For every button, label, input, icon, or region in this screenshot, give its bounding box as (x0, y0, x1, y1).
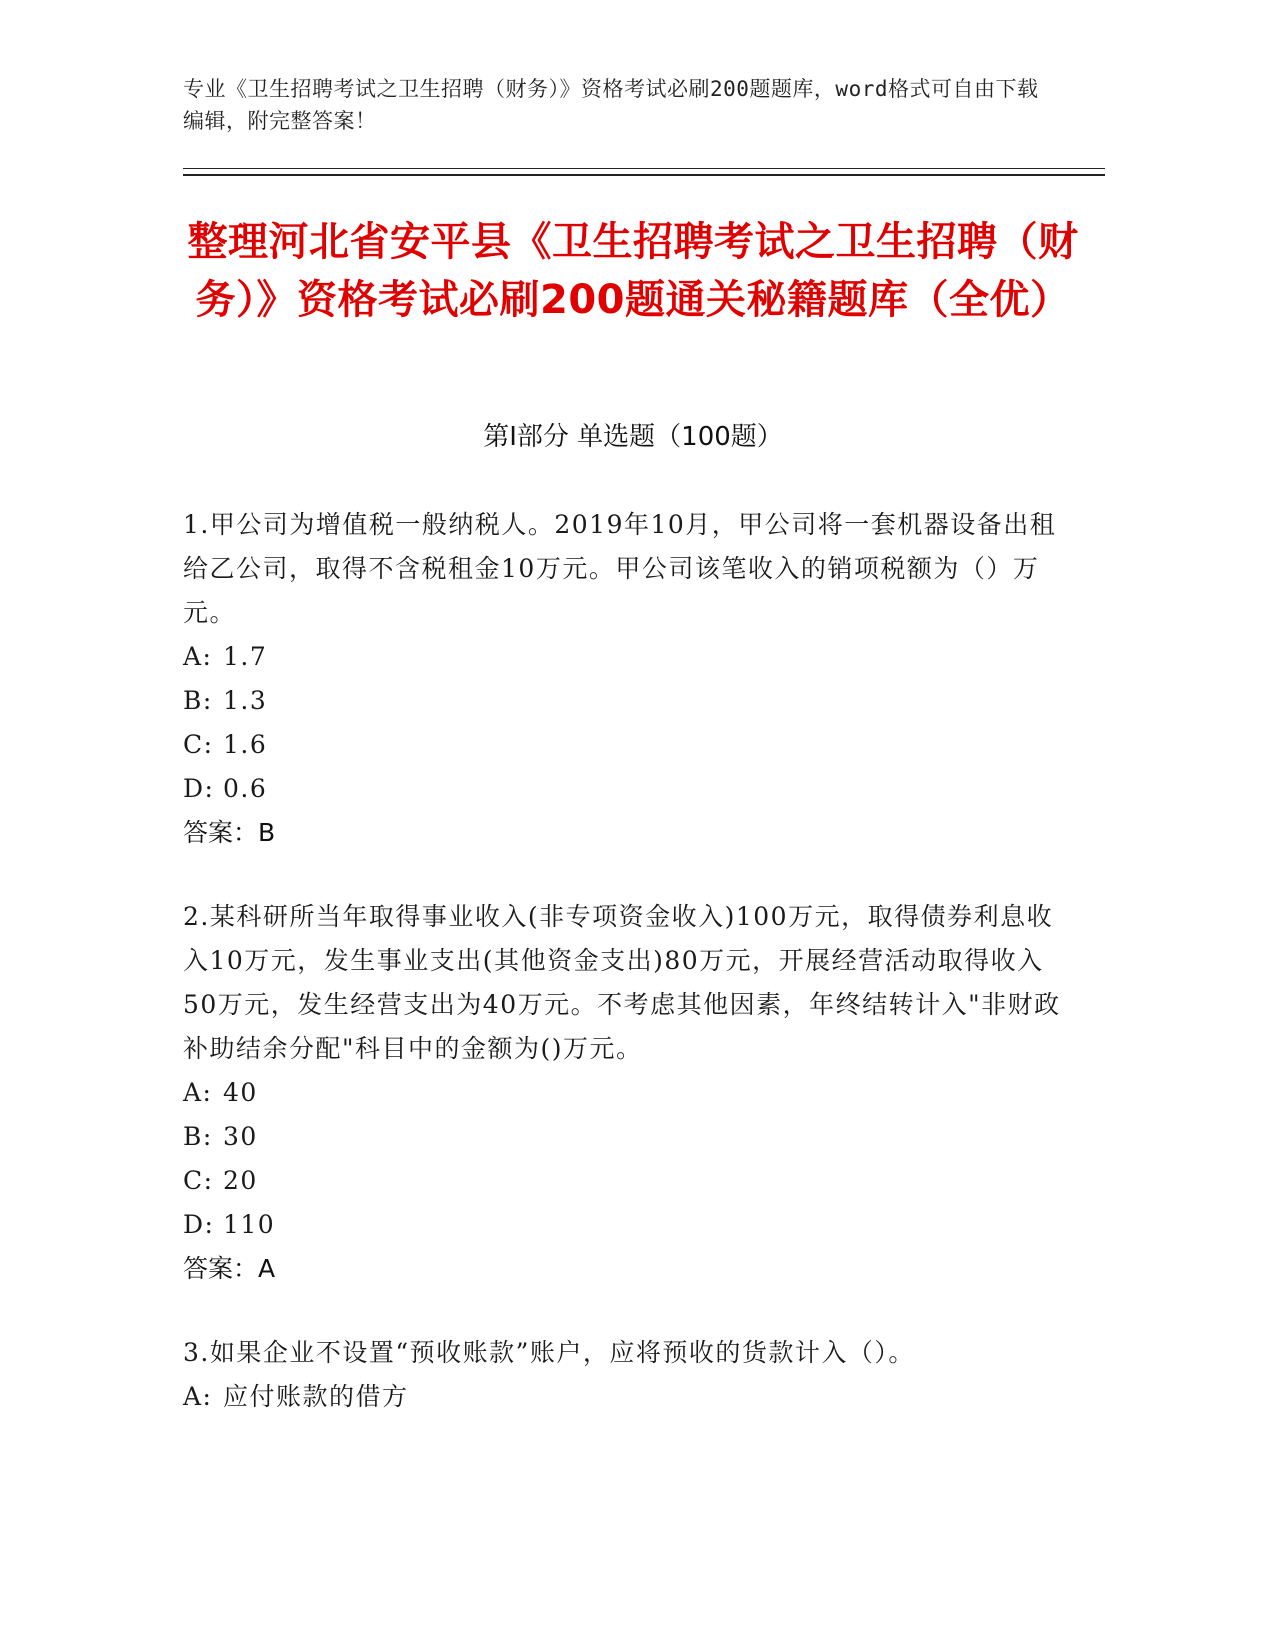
option-text: 1.6 (223, 730, 268, 759)
header-note: 专业《卫生招聘考试之卫生招聘（财务）》资格考试必刷200题题库，word格式可自由下载编辑，附完整答案！ (183, 77, 1039, 133)
option-letter: D: (183, 774, 215, 803)
option-letter: B: (183, 686, 213, 715)
question-stem: 1.甲公司为增值税一般纳税人。2019年10月，甲公司将一套机器设备出租给乙公司，取得不含税租金10万元。甲公司该笔收入的销项税额为（）万元。 (183, 510, 1057, 627)
question-stem: 2.某科研所当年取得事业收入(非专项资金收入)100万元，取得债券利息收入10万元，发生事业支出(其他资金支出)80万元，开展经营活动取得收入50万元，发生经营支出为40万元。不考虑其他因素，年终结转计入"非财政补助结余分配"科目中的金额为()万元。 (183, 902, 1061, 1063)
option-text: 30 (223, 1122, 258, 1151)
option-b (183, 1115, 1063, 1159)
option-d (183, 767, 1063, 811)
section-heading: 第I部分 单选题（100题） (483, 422, 783, 452)
option-b (183, 679, 1063, 723)
question-2 (183, 895, 1063, 1291)
option-text: 20 (223, 1166, 258, 1195)
question-stem: 3.如果企业不设置“预收账款”账户，应将预收的货款计入（）。 (183, 1338, 915, 1367)
option-text: 应付账款的借方 (223, 1382, 409, 1411)
option-text: 0.6 (223, 774, 268, 803)
answer-line: 答案：B (183, 818, 276, 847)
option-text: 1.7 (223, 642, 268, 671)
option-letter: A: (183, 1382, 213, 1411)
header-rule-thin (183, 168, 1105, 169)
option-c (183, 1159, 1063, 1203)
option-letter: D: (183, 1210, 215, 1239)
option-text: 40 (223, 1078, 258, 1107)
option-letter: B: (183, 1122, 213, 1151)
option-letter: C: (183, 730, 214, 759)
option-text: 1.3 (223, 686, 268, 715)
option-a (183, 1071, 1063, 1115)
question-1 (183, 503, 1063, 855)
option-a (183, 635, 1063, 679)
header-rule-thick (183, 174, 1105, 176)
document-title: 整理河北省安平县《卫生招聘考试之卫生招聘（财务）》资格考试必刷200题通关秘籍题库（全优） (187, 219, 1079, 323)
option-text: 110 (223, 1210, 276, 1239)
option-letter: A: (183, 642, 213, 671)
answer-line: 答案：A (183, 1254, 276, 1283)
option-c (183, 723, 1063, 767)
option-letter: C: (183, 1166, 214, 1195)
question-3 (183, 1331, 1063, 1419)
option-letter: A: (183, 1078, 213, 1107)
option-a (183, 1375, 1063, 1419)
option-d (183, 1203, 1063, 1247)
